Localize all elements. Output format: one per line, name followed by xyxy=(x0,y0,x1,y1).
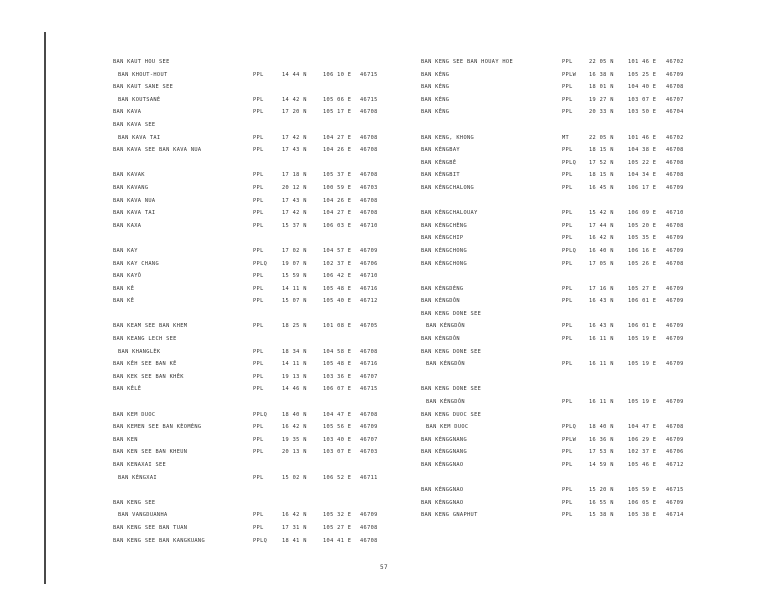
longitude: 102 37 E xyxy=(628,449,657,456)
longitude: 105 20 E xyxy=(628,222,657,229)
place-name: BAN KAUT HOU SEE xyxy=(113,59,170,65)
feature-type: PPL xyxy=(253,424,264,431)
place-name: BAN KEN SEE BAN KHEUN xyxy=(113,449,188,456)
place-name: BAN KÊLÊ xyxy=(113,386,142,393)
sheet-number: 46709 xyxy=(666,184,684,191)
latitude: 16 42 N xyxy=(282,512,307,519)
feature-type: PPL xyxy=(562,323,573,330)
latitude: 14 46 N xyxy=(282,386,307,393)
feature-type: PPL xyxy=(562,298,573,305)
sheet-number: 46709 xyxy=(666,298,684,305)
latitude: 17 53 N xyxy=(589,449,614,456)
longitude: 103 07 E xyxy=(628,96,657,103)
latitude: 16 55 N xyxy=(589,499,614,506)
feature-type: PPL xyxy=(253,512,264,519)
longitude: 101 08 E xyxy=(323,323,352,330)
sheet-number: 46709 xyxy=(666,499,684,506)
longitude: 105 22 E xyxy=(628,159,657,166)
place-name: BAN KÊH SEE BAN KÊ xyxy=(113,361,177,368)
feature-type: PPL xyxy=(253,147,264,154)
feature-type: PPL xyxy=(253,348,264,355)
longitude: 106 17 E xyxy=(628,184,657,191)
feature-type: PPL xyxy=(562,260,573,267)
latitude: 14 11 N xyxy=(282,285,307,292)
latitude: 16 42 N xyxy=(589,235,614,242)
feature-type: PPL xyxy=(253,285,264,292)
place-name: BAN KAVAK xyxy=(113,172,145,179)
place-name: BAN KÈNGDÔN xyxy=(421,298,460,305)
sheet-number: 46708 xyxy=(360,537,378,544)
sheet-number: 46715 xyxy=(360,96,378,103)
longitude: 105 48 E xyxy=(323,285,352,292)
place-name: BAN KÈNG xyxy=(421,71,450,78)
feature-type: PPL xyxy=(253,474,264,481)
latitude: 17 44 N xyxy=(589,222,614,229)
place-name: BAN KENG DONE SEE xyxy=(421,310,482,317)
feature-type: MT xyxy=(562,134,570,141)
place-name: BAN KENG GNAPHUT xyxy=(421,512,478,519)
feature-type: PPL xyxy=(253,247,264,254)
place-name: BAN KAY CHANG xyxy=(113,260,160,267)
latitude: 18 41 N xyxy=(282,537,307,544)
feature-type: PPL xyxy=(562,172,573,179)
place-name: BAN KÊ xyxy=(113,298,135,305)
sheet-number: 46710 xyxy=(360,273,378,280)
longitude: 104 47 E xyxy=(628,424,657,431)
longitude: 104 47 E xyxy=(323,411,352,418)
longitude: 106 52 E xyxy=(323,474,352,481)
sheet-number: 46711 xyxy=(360,474,378,481)
feature-type: PPL xyxy=(253,184,264,191)
longitude: 106 03 E xyxy=(323,222,352,229)
feature-type: PPL xyxy=(253,109,264,116)
place-name: BAN KAVA NUA xyxy=(113,197,156,204)
feature-type: PPLQ xyxy=(562,159,577,166)
feature-type: PPL xyxy=(253,134,264,141)
latitude: 16 43 N xyxy=(589,298,614,305)
longitude: 104 26 E xyxy=(323,197,352,204)
latitude: 14 11 N xyxy=(282,361,307,368)
latitude: 16 42 N xyxy=(282,424,307,431)
sheet-number: 46709 xyxy=(666,399,684,406)
feature-type: PPL xyxy=(253,222,264,229)
sheet-number: 46708 xyxy=(666,159,684,166)
longitude: 105 19 E xyxy=(628,399,657,406)
longitude: 105 19 E xyxy=(628,361,657,368)
latitude: 19 27 N xyxy=(589,96,614,103)
longitude: 101 46 E xyxy=(628,59,657,65)
feature-type: PPL xyxy=(562,222,573,229)
place-name: BAN KHANGLÈK xyxy=(118,348,161,355)
latitude: 18 25 N xyxy=(282,323,307,330)
longitude: 106 42 E xyxy=(323,273,352,280)
feature-type: PPL xyxy=(253,361,264,368)
longitude: 106 01 E xyxy=(628,323,657,330)
place-name: BAN KAVA xyxy=(113,109,142,116)
sheet-number: 46703 xyxy=(360,449,378,456)
sheet-number: 46708 xyxy=(360,147,378,154)
place-name: BAN KÊNG xyxy=(421,109,450,116)
feature-type: PPL xyxy=(253,210,264,217)
feature-type: PPLW xyxy=(562,436,577,443)
latitude: 18 40 N xyxy=(282,411,307,418)
place-name: BAN KÈNGCHONG xyxy=(421,247,468,254)
place-name: BAN KEN xyxy=(113,436,138,443)
latitude: 17 31 N xyxy=(282,524,307,531)
latitude: 18 15 N xyxy=(589,147,614,154)
sheet-number: 46716 xyxy=(360,285,378,292)
latitude: 20 12 N xyxy=(282,184,307,191)
latitude: 14 59 N xyxy=(589,462,614,468)
longitude: 105 27 E xyxy=(323,524,352,531)
feature-type: PPL xyxy=(253,71,264,78)
latitude: 15 07 N xyxy=(282,298,307,305)
place-name: BAN KENAXAI SEE xyxy=(113,462,167,468)
place-name: BAN KÈNGGNAO xyxy=(421,487,464,494)
latitude: 16 36 N xyxy=(589,436,614,443)
place-name: BAN KÈNGGNANG xyxy=(421,449,468,456)
place-name: BAN KÈNGCHONG xyxy=(421,260,468,267)
longitude: 104 40 E xyxy=(628,84,657,91)
longitude: 103 50 E xyxy=(628,109,657,116)
latitude: 19 35 N xyxy=(282,436,307,443)
feature-type: PPL xyxy=(253,524,264,531)
longitude: 104 26 E xyxy=(323,147,352,154)
sheet-number: 46712 xyxy=(666,462,684,468)
place-name: BAN KÊ xyxy=(113,285,135,292)
sheet-number: 46716 xyxy=(360,361,378,368)
latitude: 18 15 N xyxy=(589,172,614,179)
longitude: 103 40 E xyxy=(323,436,352,443)
latitude: 16 43 N xyxy=(589,323,614,330)
sheet-number: 46708 xyxy=(360,109,378,116)
feature-type: PPL xyxy=(562,184,573,191)
longitude: 104 27 E xyxy=(323,210,352,217)
sheet-number: 46707 xyxy=(360,436,378,443)
sheet-number: 46708 xyxy=(666,424,684,431)
place-name: BAN KAVA SEE BAN KAVA NUA xyxy=(113,147,202,154)
feature-type: PPLQ xyxy=(562,424,577,431)
longitude: 106 07 E xyxy=(323,386,352,393)
place-name: BAN KÈNGGNAO xyxy=(421,462,464,468)
latitude: 17 43 N xyxy=(282,147,307,154)
sheet-number: 46708 xyxy=(666,222,684,229)
sheet-number: 46708 xyxy=(360,134,378,141)
sheet-number: 46708 xyxy=(666,147,684,154)
sheet-number: 46708 xyxy=(666,260,684,267)
place-name: BAN KÈNGGNAO xyxy=(421,499,464,506)
latitude: 15 59 N xyxy=(282,273,307,280)
latitude: 16 45 N xyxy=(589,184,614,191)
place-name: BAN KAYÔ xyxy=(113,273,142,280)
latitude: 18 40 N xyxy=(589,424,614,431)
feature-type: PPLQ xyxy=(253,260,268,267)
sheet-number: 46708 xyxy=(360,524,378,531)
place-name: BAN KEM DUOC xyxy=(426,424,469,431)
feature-type: PPL xyxy=(253,323,264,330)
sheet-number: 46708 xyxy=(666,84,684,91)
place-name: BAN KÈNGCHALOUAY xyxy=(421,210,478,217)
place-name: BAN KEK SEE BAN KHÊK xyxy=(113,373,184,380)
sheet-number: 46709 xyxy=(666,71,684,78)
sheet-number: 46710 xyxy=(666,210,684,217)
place-name: BAN KÈNGCHIP xyxy=(421,235,464,242)
feature-type: PPLW xyxy=(562,71,577,78)
latitude: 17 42 N xyxy=(282,210,307,217)
latitude: 15 37 N xyxy=(282,222,307,229)
latitude: 17 02 N xyxy=(282,247,307,254)
place-name: BAN KENG SEE BAN KANGKUANG xyxy=(113,537,206,544)
sheet-number: 46708 xyxy=(360,348,378,355)
longitude: 106 16 E xyxy=(628,247,657,254)
place-name: BAN KEANG LECH SEE xyxy=(113,336,177,343)
place-name: BAN KÈNGCHÈNG xyxy=(421,222,468,229)
sheet-number: 46706 xyxy=(666,449,684,456)
place-name: BAN KAVANG xyxy=(113,184,149,191)
feature-type: PPL xyxy=(562,399,573,406)
latitude: 22 05 N xyxy=(589,134,614,141)
place-name: BAN KÈNGDÔN xyxy=(426,399,465,406)
place-name: BAN KAUT SANE SEE xyxy=(113,84,174,91)
feature-type: PPL xyxy=(562,449,573,456)
sheet-number: 46709 xyxy=(666,336,684,343)
latitude: 17 05 N xyxy=(589,260,614,267)
longitude: 104 34 E xyxy=(628,172,657,179)
place-name: BAN KHOUT-HOUT xyxy=(118,71,168,78)
sheet-number: 46702 xyxy=(666,59,684,65)
latitude: 17 52 N xyxy=(589,159,614,166)
place-name: BAN KÈNGGNANG xyxy=(421,436,468,443)
feature-type: PPL xyxy=(562,109,573,116)
latitude: 19 07 N xyxy=(282,260,307,267)
place-name: BAN KEAM SEE BAN KHEM xyxy=(113,323,188,330)
place-name: BAN KOUTSANÉ xyxy=(118,96,161,103)
longitude: 105 17 E xyxy=(323,109,352,116)
latitude: 17 20 N xyxy=(282,109,307,116)
feature-type: PPL xyxy=(562,285,573,292)
place-name: BAN KAVA TAI xyxy=(113,210,156,217)
longitude: 104 58 E xyxy=(323,348,352,355)
feature-type: PPL xyxy=(562,462,573,468)
sheet-number: 46709 xyxy=(360,247,378,254)
longitude: 105 25 E xyxy=(628,71,657,78)
place-name: BAN KÈNGBÊ xyxy=(421,159,457,166)
sheet-number: 46706 xyxy=(360,260,378,267)
longitude: 105 46 E xyxy=(628,462,657,468)
longitude: 105 48 E xyxy=(323,361,352,368)
sheet-number: 46715 xyxy=(666,487,684,494)
feature-type: PPL xyxy=(253,197,264,204)
sheet-number: 46712 xyxy=(360,298,378,305)
place-name: BAN KÈNGDÈNG xyxy=(421,285,464,292)
feature-type: PPL xyxy=(562,147,573,154)
feature-type: PPL xyxy=(562,235,573,242)
longitude: 105 56 E xyxy=(323,424,352,431)
feature-type: PPL xyxy=(562,499,573,506)
sheet-number: 46715 xyxy=(360,71,378,78)
place-name: BAN KEM DUOC xyxy=(113,411,156,418)
latitude: 14 42 N xyxy=(282,96,307,103)
sheet-number: 46715 xyxy=(360,386,378,393)
place-name: BAN KÈNG xyxy=(421,96,450,103)
feature-type: PPL xyxy=(562,59,573,65)
longitude: 104 38 E xyxy=(628,147,657,154)
longitude: 105 59 E xyxy=(628,487,657,494)
sheet-number: 46709 xyxy=(666,436,684,443)
longitude: 106 29 E xyxy=(628,436,657,443)
sheet-number: 46709 xyxy=(666,361,684,368)
sheet-number: 46709 xyxy=(666,323,684,330)
feature-type: PPL xyxy=(253,273,264,280)
page-number: 57 xyxy=(380,564,389,571)
place-name: BAN KAY xyxy=(113,247,138,254)
latitude: 14 44 N xyxy=(282,71,307,78)
page-spine-line xyxy=(44,32,46,584)
latitude: 15 02 N xyxy=(282,474,307,481)
place-name: BAN KAVA SEE xyxy=(113,121,156,128)
longitude: 105 40 E xyxy=(323,298,352,305)
feature-type: PPL xyxy=(253,373,264,380)
latitude: 17 18 N xyxy=(282,172,307,179)
latitude: 17 16 N xyxy=(589,285,614,292)
latitude: 20 33 N xyxy=(589,109,614,116)
longitude: 103 07 E xyxy=(323,449,352,456)
sheet-number: 46702 xyxy=(666,134,684,141)
latitude: 19 13 N xyxy=(282,373,307,380)
place-name: BAN KENG SEE BAN HOUAY HOE xyxy=(421,59,514,65)
sheet-number: 46714 xyxy=(666,512,684,519)
longitude: 103 36 E xyxy=(323,373,352,380)
feature-type: PPL xyxy=(253,298,264,305)
place-name: BAN KÈNGDÔN xyxy=(421,336,460,343)
longitude: 106 01 E xyxy=(628,298,657,305)
feature-type: PPL xyxy=(562,512,573,519)
sheet-number: 46703 xyxy=(360,184,378,191)
sheet-number: 46707 xyxy=(666,96,684,103)
feature-type: PPL xyxy=(253,96,264,103)
sheet-number: 46710 xyxy=(360,222,378,229)
sheet-number: 46709 xyxy=(666,235,684,242)
longitude: 104 27 E xyxy=(323,134,352,141)
feature-type: PPL xyxy=(562,84,573,91)
longitude: 106 05 E xyxy=(628,499,657,506)
latitude: 16 38 N xyxy=(589,71,614,78)
place-name: BAN KÈNGCHALONG xyxy=(421,184,475,191)
sheet-number: 46708 xyxy=(666,172,684,179)
place-name: BAN KENG DONE SEE xyxy=(421,348,482,355)
place-name: BAN KÈNG xyxy=(421,84,450,91)
feature-type: PPL xyxy=(253,386,264,393)
place-name: BAN KENG DONE SEE xyxy=(421,386,482,393)
place-name: BAN KENG, KHONG xyxy=(421,134,475,141)
latitude: 16 11 N xyxy=(589,399,614,406)
longitude: 100 59 E xyxy=(323,184,352,191)
latitude: 15 38 N xyxy=(589,512,614,519)
latitude: 17 43 N xyxy=(282,197,307,204)
longitude: 105 38 E xyxy=(628,512,657,519)
feature-type: PPL xyxy=(562,210,573,217)
sheet-number: 46708 xyxy=(360,197,378,204)
place-name: BAN KÈNGBAY xyxy=(421,147,460,154)
longitude: 105 32 E xyxy=(323,512,352,519)
longitude: 105 27 E xyxy=(628,285,657,292)
feature-type: PPL xyxy=(562,96,573,103)
feature-type: PPL xyxy=(253,449,264,456)
longitude: 105 35 E xyxy=(628,235,657,242)
sheet-number: 46709 xyxy=(360,512,378,519)
place-name: BAN KAXA xyxy=(113,222,142,229)
place-name: BAN KEMEN SEE BAN KÈOMÈNG xyxy=(113,424,202,431)
longitude: 104 57 E xyxy=(323,247,352,254)
latitude: 16 11 N xyxy=(589,361,614,368)
sheet-number: 46704 xyxy=(666,109,684,116)
feature-type: PPLQ xyxy=(562,247,577,254)
place-name: BAN KENG SEE xyxy=(113,499,156,506)
feature-type: PPLQ xyxy=(253,411,268,418)
place-name: BAN KÈNGDÔN xyxy=(426,323,465,330)
sheet-number: 46707 xyxy=(360,373,378,380)
sheet-number: 46708 xyxy=(360,172,378,179)
longitude: 102 37 E xyxy=(323,260,352,267)
feature-type: PPLQ xyxy=(253,537,268,544)
place-name: BAN KENG DUOC SEE xyxy=(421,411,482,418)
feature-type: PPL xyxy=(562,336,573,343)
longitude: 106 10 E xyxy=(323,71,352,78)
place-name: BAN KAVA TAI xyxy=(118,134,161,141)
latitude: 17 42 N xyxy=(282,134,307,141)
sheet-number: 46709 xyxy=(360,424,378,431)
feature-type: PPL xyxy=(253,436,264,443)
place-name: BAN KENG SEE BAN TUAN xyxy=(113,524,188,531)
sheet-number: 46708 xyxy=(360,210,378,217)
longitude: 106 09 E xyxy=(628,210,657,217)
latitude: 18 01 N xyxy=(589,84,614,91)
latitude: 16 40 N xyxy=(589,247,614,254)
feature-type: PPL xyxy=(253,172,264,179)
longitude: 105 19 E xyxy=(628,336,657,343)
feature-type: PPL xyxy=(562,361,573,368)
latitude: 18 34 N xyxy=(282,348,307,355)
longitude: 101 46 E xyxy=(628,134,657,141)
place-name: BAN KÈNGBIT xyxy=(421,172,460,179)
sheet-number: 46709 xyxy=(666,247,684,254)
place-name: BAN KÈNGDÔN xyxy=(426,361,465,368)
longitude: 105 26 E xyxy=(628,260,657,267)
latitude: 22 05 N xyxy=(589,59,614,65)
feature-type: PPL xyxy=(562,487,573,494)
latitude: 15 20 N xyxy=(589,487,614,494)
longitude: 105 37 E xyxy=(323,172,352,179)
longitude: 104 41 E xyxy=(323,537,352,544)
place-name: BAN KÈNGXAI xyxy=(118,474,157,481)
sheet-number: 46709 xyxy=(666,285,684,292)
sheet-number: 46708 xyxy=(360,411,378,418)
latitude: 15 42 N xyxy=(589,210,614,217)
latitude: 16 11 N xyxy=(589,336,614,343)
longitude: 105 06 E xyxy=(323,96,352,103)
place-name: BAN VANGDUANHA xyxy=(118,512,168,519)
sheet-number: 46705 xyxy=(360,323,378,330)
latitude: 20 13 N xyxy=(282,449,307,456)
